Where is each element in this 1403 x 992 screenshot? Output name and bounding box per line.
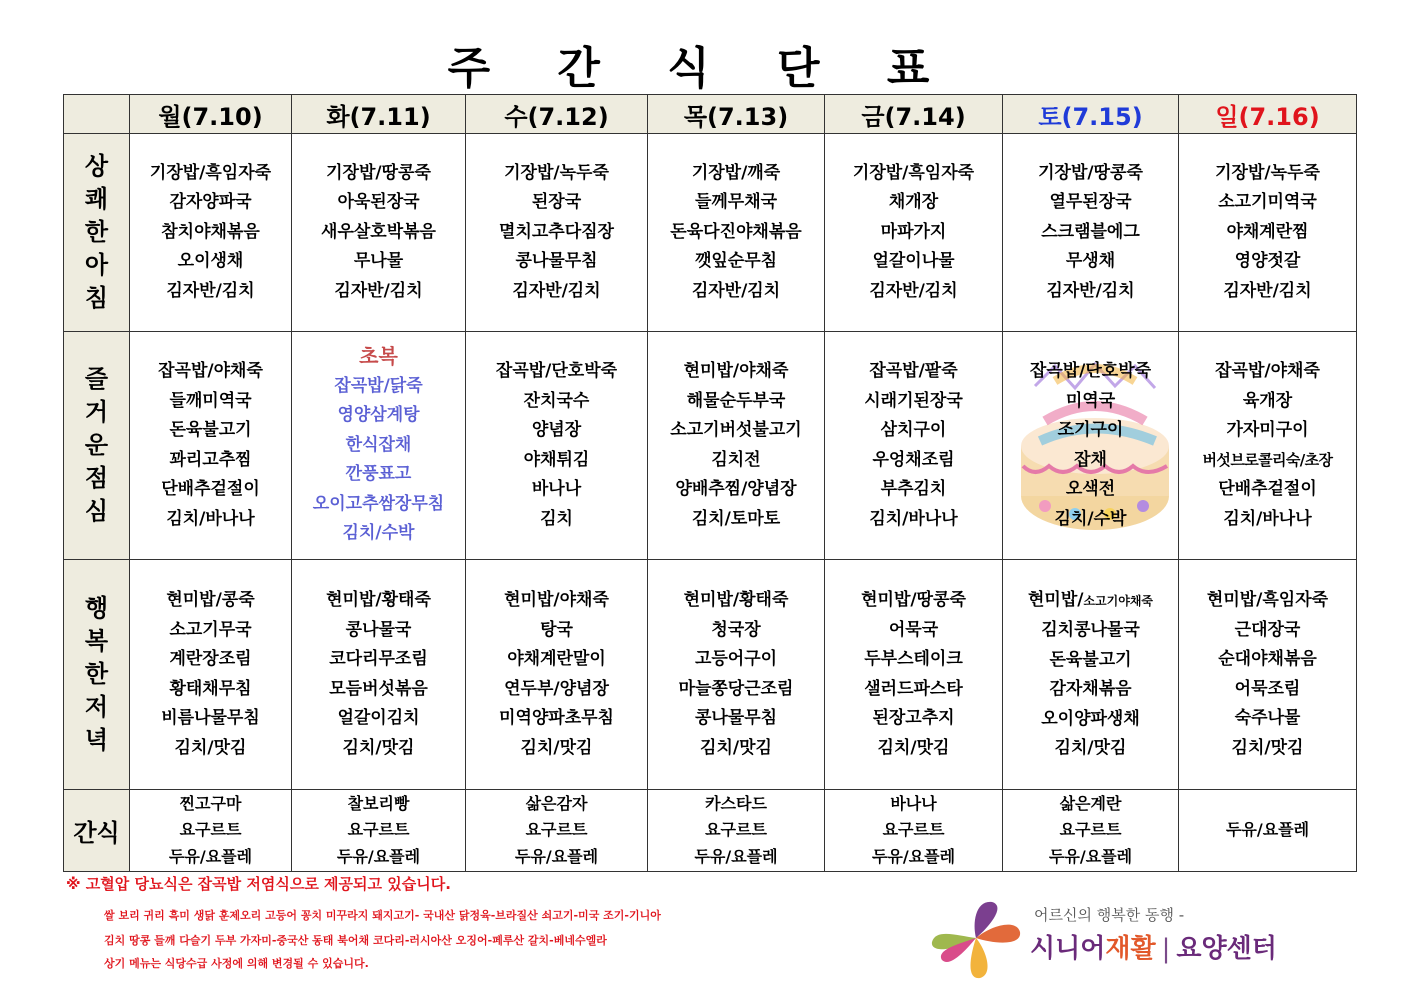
dinner-mon xyxy=(130,586,291,763)
breakfast-menu-item: 마파가지 xyxy=(880,221,947,242)
breakfast-menu-item: 무나물 xyxy=(353,251,404,272)
center-logo xyxy=(928,898,1348,982)
breakfast-menu-item: 기장밥/땅콩죽 xyxy=(326,162,431,183)
breakfast-menu-item: 콩나물무침 xyxy=(515,251,598,272)
snack-mon xyxy=(130,791,291,871)
lunch-label xyxy=(64,332,130,560)
breakfast-label xyxy=(64,134,130,332)
dinner-menu-item: 근대장국 xyxy=(1234,619,1301,640)
breakfast-wed xyxy=(466,159,647,307)
breakfast-menu-item: 기장밥/녹두죽 xyxy=(504,162,609,183)
breakfast-menu-item: 김자반/김치 xyxy=(869,280,958,301)
snack-menu-item: 두유/요플레 xyxy=(1225,820,1310,840)
dinner-menu-item: 소고기무국 xyxy=(169,619,252,640)
breakfast-sat xyxy=(1003,159,1178,307)
lunch-menu-item: 육개장 xyxy=(1242,390,1293,411)
snack-sat xyxy=(1003,791,1178,871)
snack-menu-item: 요구르트 xyxy=(179,820,242,840)
lunch-menu-item: 부추김치 xyxy=(880,479,947,499)
lunch-menu-item: 우엉채조림 xyxy=(872,449,955,470)
dinner-sun xyxy=(1179,586,1356,763)
lunch-label-char: 심 xyxy=(84,497,109,525)
lunch-wed xyxy=(466,357,647,534)
dinner-menu-item: 김치/맛김 xyxy=(174,737,247,758)
lunch-menu-item: 잔치국수 xyxy=(523,390,590,411)
lunch-menu-item: 양배추찜/양념장 xyxy=(675,479,797,499)
lunch-special-item: 오이고추쌈장무침 xyxy=(312,493,445,514)
lunch-sat xyxy=(1003,357,1178,534)
snack-menu-item: 두유/요플레 xyxy=(1048,846,1133,866)
breakfast-menu-item: 들께무채국 xyxy=(694,192,778,213)
breakfast-menu-item: 무생채 xyxy=(1065,251,1116,272)
dinner-menu-item: 마늘쫑당근조림 xyxy=(678,678,794,699)
origin-note-2: 김치 땅콩 들깨 다슬기 두부 가자미-중국산 동태 북어채 코다리-러시아산 오징어-페루산 갈치-베네수엘라 xyxy=(104,934,607,947)
breakfast-menu-item: 새우살호박볶음 xyxy=(321,221,436,242)
breakfast-menu-item: 김자반/김치 xyxy=(1223,280,1312,301)
flower-logo-icon xyxy=(928,898,1024,982)
lunch-menu-item: 김치/수박 xyxy=(1054,508,1127,529)
lunch-menu-item: 잡곡밥/야채죽 xyxy=(1215,361,1320,381)
sun-day-label: 일(7.16) xyxy=(1215,102,1320,131)
breakfast-menu-item: 채개장 xyxy=(888,192,939,213)
breakfast-menu-item: 소고기미역국 xyxy=(1218,192,1317,213)
dinner-menu-item: 콩나물국 xyxy=(345,619,412,640)
lunch-menu-item: 삼치구이 xyxy=(880,420,947,440)
breakfast-menu-item: 돈육다진야채볶음 xyxy=(670,221,802,242)
day-header-fri: 금(7.14) xyxy=(825,95,1003,134)
breakfast-menu-item: 스크램블에그 xyxy=(1041,221,1140,242)
lunch-menu-item: 단배추겉절이 xyxy=(1218,479,1317,499)
lunch-special-item: 영양삼계탕 xyxy=(337,405,420,426)
dinner-menu-item: 돈육불고기 xyxy=(1049,649,1132,670)
snack-fri xyxy=(825,791,1002,871)
day-header-wed: 수(7.12) xyxy=(466,95,648,134)
dinner-menu-item: 오이양파생채 xyxy=(1041,708,1140,729)
dinner-thu xyxy=(648,586,824,763)
lunch-sun xyxy=(1179,357,1356,534)
dinner-menu-item: 계란장조림 xyxy=(169,649,252,669)
dinner-label xyxy=(64,560,130,790)
breakfast-label-char: 상 xyxy=(84,152,109,180)
snack-menu-item: 요구르트 xyxy=(1059,820,1122,840)
dinner-sat xyxy=(1003,586,1178,764)
dinner-menu-item: 코다리무조림 xyxy=(329,649,428,669)
breakfast-menu-item: 김자반/김치 xyxy=(1046,280,1135,301)
snack-wed xyxy=(466,791,647,871)
corner-cell xyxy=(64,95,130,134)
dinner-wed xyxy=(466,586,647,763)
breakfast-fri xyxy=(825,159,1002,307)
breakfast-row xyxy=(64,134,1357,332)
dinner-menu-item: 탕국 xyxy=(540,619,573,640)
breakfast-label-char: 쾌 xyxy=(84,185,109,213)
dinner-label-char: 녁 xyxy=(84,726,109,754)
page-title: 주 간 식 단 표 xyxy=(447,43,956,94)
breakfast-label-char: 한 xyxy=(84,218,109,246)
dinner-menu-item: 현미밥/땅콩죽 xyxy=(861,590,966,610)
lunch-menu-item: 잡곡밥/단호박죽 xyxy=(495,361,618,381)
breakfast-menu-item: 영양젓갈 xyxy=(1234,251,1301,272)
lunch-menu-item: 잡채 xyxy=(1074,449,1107,470)
lunch-fri xyxy=(825,357,1002,534)
breakfast-menu-item: 아욱된장국 xyxy=(337,192,420,213)
snack-thu xyxy=(648,791,824,871)
dinner-menu-item: 김치/맛김 xyxy=(520,737,593,758)
snack-menu-item: 두유/요플레 xyxy=(168,846,253,866)
weekly-menu-table xyxy=(63,94,1357,872)
dinner-menu-item: 김치/맛김 xyxy=(1054,738,1127,758)
dinner-menu-item: 어묵국 xyxy=(888,619,939,640)
dinner-menu-item: 샐러드파스타 xyxy=(864,678,963,699)
logo-name-part2: 재활 xyxy=(1105,934,1156,964)
dinner-tue xyxy=(292,586,465,763)
dinner-menu-item: 현미밥/황태죽 xyxy=(326,590,431,610)
lunch-menu-item: 미역국 xyxy=(1065,390,1116,411)
dinner-menu-item: 감자채볶음 xyxy=(1049,679,1132,699)
dinner-menu-item: 콩나물무침 xyxy=(694,708,778,728)
dinner-menu-item: 비름나물무침 xyxy=(161,708,260,728)
lunch-menu-item: 김치전 xyxy=(711,449,761,470)
snack-sun xyxy=(1179,817,1356,844)
dinner-fri xyxy=(825,586,1002,763)
lunch-menu-item: 야채튀김 xyxy=(523,449,590,470)
dinner-menu-item: 청국장 xyxy=(711,619,761,640)
dinner-label-char: 저 xyxy=(84,693,109,721)
lunch-menu-item: 오색전 xyxy=(1065,479,1116,499)
lunch-menu-item: 가자미구이 xyxy=(1226,420,1309,440)
lunch-special-item: 깐풍표고 xyxy=(345,464,412,485)
lunch-menu-item: 김치/토마토 xyxy=(691,508,781,529)
lunch-menu-item: 현미밥/야채죽 xyxy=(683,361,789,381)
dinner-menu-item: 야채계란말이 xyxy=(507,649,606,669)
dinner-menu-item: 김치/맛김 xyxy=(1231,737,1304,758)
snack-menu-item: 요구르트 xyxy=(347,820,410,840)
dinner-menu-item: 연두부/양념장 xyxy=(504,678,609,699)
breakfast-mon xyxy=(130,159,291,307)
lunch-menu-item: 시래기된장국 xyxy=(864,390,963,411)
breakfast-sun xyxy=(1179,159,1356,307)
dinner-menu-item: 어묵조림 xyxy=(1234,678,1301,699)
dinner-menu-item: 순대야채볶음 xyxy=(1218,649,1317,669)
dinner-menu-item: 두부스테이크 xyxy=(864,649,963,669)
snack-menu-item: 찰보리빵 xyxy=(347,793,410,813)
breakfast-menu-item: 깻잎순무침 xyxy=(694,251,778,272)
breakfast-menu-item: 열무된장국 xyxy=(1049,192,1132,213)
day-header-thu: 목(7.13) xyxy=(648,95,825,134)
dinner-menu-item: 현미밥/황태죽 xyxy=(683,590,789,610)
lunch-mon xyxy=(130,357,291,534)
lunch-menu-item: 양념장 xyxy=(531,420,582,440)
snack-menu-item: 찐고구마 xyxy=(179,793,242,813)
lunch-menu-item: 바나나 xyxy=(531,479,582,499)
breakfast-menu-item: 기장밥/깨죽 xyxy=(691,162,781,183)
sat-dinner-porridge: 소고기야채죽 xyxy=(1083,593,1154,608)
breakfast-menu-item: 야채계란찜 xyxy=(1226,221,1309,242)
lunch-menu-item: 해물순두부국 xyxy=(686,390,786,411)
dinner-menu-item: 얼갈이김치 xyxy=(337,708,420,728)
diet-note: ※ 고혈압 당뇨식은 잡곡밥 저염식으로 제공되고 있습니다. xyxy=(66,875,451,893)
breakfast-menu-item: 기장밥/흑임자죽 xyxy=(149,162,272,183)
breakfast-menu-item: 감자양파국 xyxy=(169,192,252,213)
lunch-special-item: 잡곡밥/닭죽 xyxy=(334,375,423,396)
lunch-special-item: 한식잡채 xyxy=(345,434,412,455)
snack-menu-item: 두유/요플레 xyxy=(336,846,421,866)
lunch-menu-item: 돈육불고기 xyxy=(169,420,252,440)
lunch-label-char: 즐 xyxy=(84,365,109,393)
lunch-menu-item: 잡곡밥/팥죽 xyxy=(869,361,958,381)
breakfast-thu xyxy=(648,159,824,307)
lunch-special-item: 김치/수박 xyxy=(342,523,415,544)
lunch-label-char: 점 xyxy=(84,464,109,492)
lunch-label-char: 거 xyxy=(84,398,109,426)
breakfast-menu-item: 참치야채볶음 xyxy=(161,221,260,242)
day-header-tue: 화(7.11) xyxy=(292,95,466,134)
breakfast-menu-item: 멸치고추다짐장 xyxy=(499,221,614,242)
breakfast-label-char: 침 xyxy=(84,284,109,312)
logo-name xyxy=(1030,928,1277,965)
snack-menu-item: 두유/요플레 xyxy=(871,846,956,866)
lunch-menu-item: 들깨미역국 xyxy=(169,390,252,411)
snack-menu-item: 삶은감자 xyxy=(525,793,588,813)
lunch-menu-item: 잡곡밥/야채죽 xyxy=(158,361,263,381)
dinner-row xyxy=(64,560,1357,790)
breakfast-menu-item: 기장밥/녹두죽 xyxy=(1215,162,1320,183)
snack-menu-item: 바나나 xyxy=(890,793,937,813)
lunch-menu-item: 조기구이 xyxy=(1057,420,1124,440)
lunch-thu xyxy=(648,357,824,534)
lunch-menu-item: 단배추겉절이 xyxy=(161,479,260,499)
dinner-menu-item: 고등어구이 xyxy=(694,649,778,669)
snack-row xyxy=(64,790,1357,872)
snack-menu-item: 카스타드 xyxy=(705,793,767,813)
dinner-menu-item: 김치/맛김 xyxy=(342,737,415,758)
breakfast-menu-item: 김자반/김치 xyxy=(334,280,423,301)
breakfast-menu-item: 기장밥/흑임자죽 xyxy=(852,162,975,183)
snack-menu-item: 요구르트 xyxy=(705,820,767,840)
logo-separator: | xyxy=(1161,934,1171,964)
dinner-label-char: 행 xyxy=(84,594,109,622)
breakfast-menu-item: 김자반/김치 xyxy=(691,280,781,301)
dinner-menu-item: 현미밥/콩죽 xyxy=(166,590,255,610)
lunch-menu-item: 버섯브로콜리숙/초장 xyxy=(1202,450,1333,469)
lunch-menu-item: 김치/바나나 xyxy=(1223,508,1312,529)
day-header-sat xyxy=(1003,95,1179,134)
dinner-menu-item: 현미밥/소고기야채죽 xyxy=(1027,589,1154,610)
lunch-row xyxy=(64,332,1357,560)
breakfast-tue xyxy=(292,159,465,307)
logo-subtitle: 어르신의 행복한 동행 - xyxy=(1034,906,1185,924)
dinner-menu-item: 된장고추지 xyxy=(872,708,955,728)
lunch-label-char: 운 xyxy=(84,431,109,459)
origin-note-1: 쌀 보리 귀리 흑미 생닭 훈제오리 고등어 꽁치 미꾸라지 돼지고기- 국내산 닭정육-브라질산 쇠고기-미국 조기-기니아 xyxy=(104,909,661,922)
snack-menu-item: 요구르트 xyxy=(882,820,945,840)
dinner-label-char: 한 xyxy=(84,660,109,688)
dinner-label-char: 복 xyxy=(84,627,109,655)
lunch-menu-item: 김치/바나나 xyxy=(869,508,958,529)
dinner-menu-item: 모듬버섯볶음 xyxy=(329,678,428,699)
menu-change-note: 상기 메뉴는 식당수급 사정에 의해 변경될 수 있습니다. xyxy=(104,957,369,970)
breakfast-menu-item: 김자반/김치 xyxy=(166,280,255,301)
snack-menu-item: 삶은계란 xyxy=(1059,793,1122,813)
snack-menu-item: 두유/요플레 xyxy=(514,846,599,866)
breakfast-menu-item: 된장국 xyxy=(531,192,582,213)
lunch-menu-item: 잡곡밥/단호박죽 xyxy=(1029,361,1152,381)
lunch-menu-item: 꽈리고추찜 xyxy=(169,449,252,470)
dinner-menu-item: 현미밥/야채죽 xyxy=(504,590,609,610)
breakfast-menu-item: 기장밥/땅콩죽 xyxy=(1038,162,1143,183)
lunch-tue xyxy=(292,342,465,549)
logo-name-part3: 요양센터 xyxy=(1176,934,1277,964)
dinner-menu-item: 숙주나물 xyxy=(1234,708,1301,728)
dinner-menu-item: 현미밥/흑임자죽 xyxy=(1206,590,1329,610)
logo-name-part1: 시니어 xyxy=(1030,934,1106,964)
snack-menu-item: 두유/요플레 xyxy=(694,846,778,866)
lunch-menu-item: 김치/바나나 xyxy=(166,508,255,529)
day-header-mon: 월(7.10) xyxy=(130,95,292,134)
lunch-menu-item: 김치 xyxy=(540,508,573,529)
day-header-row xyxy=(64,95,1357,134)
snack-menu-item: 요구르트 xyxy=(525,820,588,840)
lunch-menu-item: 소고기버섯불고기 xyxy=(670,420,802,440)
dinner-menu-item: 김치/맛김 xyxy=(700,737,772,758)
breakfast-menu-item: 오이생채 xyxy=(177,251,244,272)
special-day-title: 초복 xyxy=(359,344,398,369)
dinner-menu-item: 김치콩나물국 xyxy=(1041,620,1140,640)
breakfast-menu-item: 얼갈이나물 xyxy=(872,251,955,272)
breakfast-label-char: 아 xyxy=(84,251,109,279)
breakfast-menu-item: 김자반/김치 xyxy=(512,280,601,301)
day-header-sun xyxy=(1179,95,1357,134)
snack-label: 간식 xyxy=(64,790,130,872)
dinner-menu-item: 황태채무침 xyxy=(169,678,252,699)
sat-day-label: 토(7.15) xyxy=(1038,102,1143,131)
dinner-menu-item: 미역양파초무침 xyxy=(499,708,614,728)
snack-tue xyxy=(292,791,465,871)
dinner-menu-item: 김치/맛김 xyxy=(877,737,950,758)
